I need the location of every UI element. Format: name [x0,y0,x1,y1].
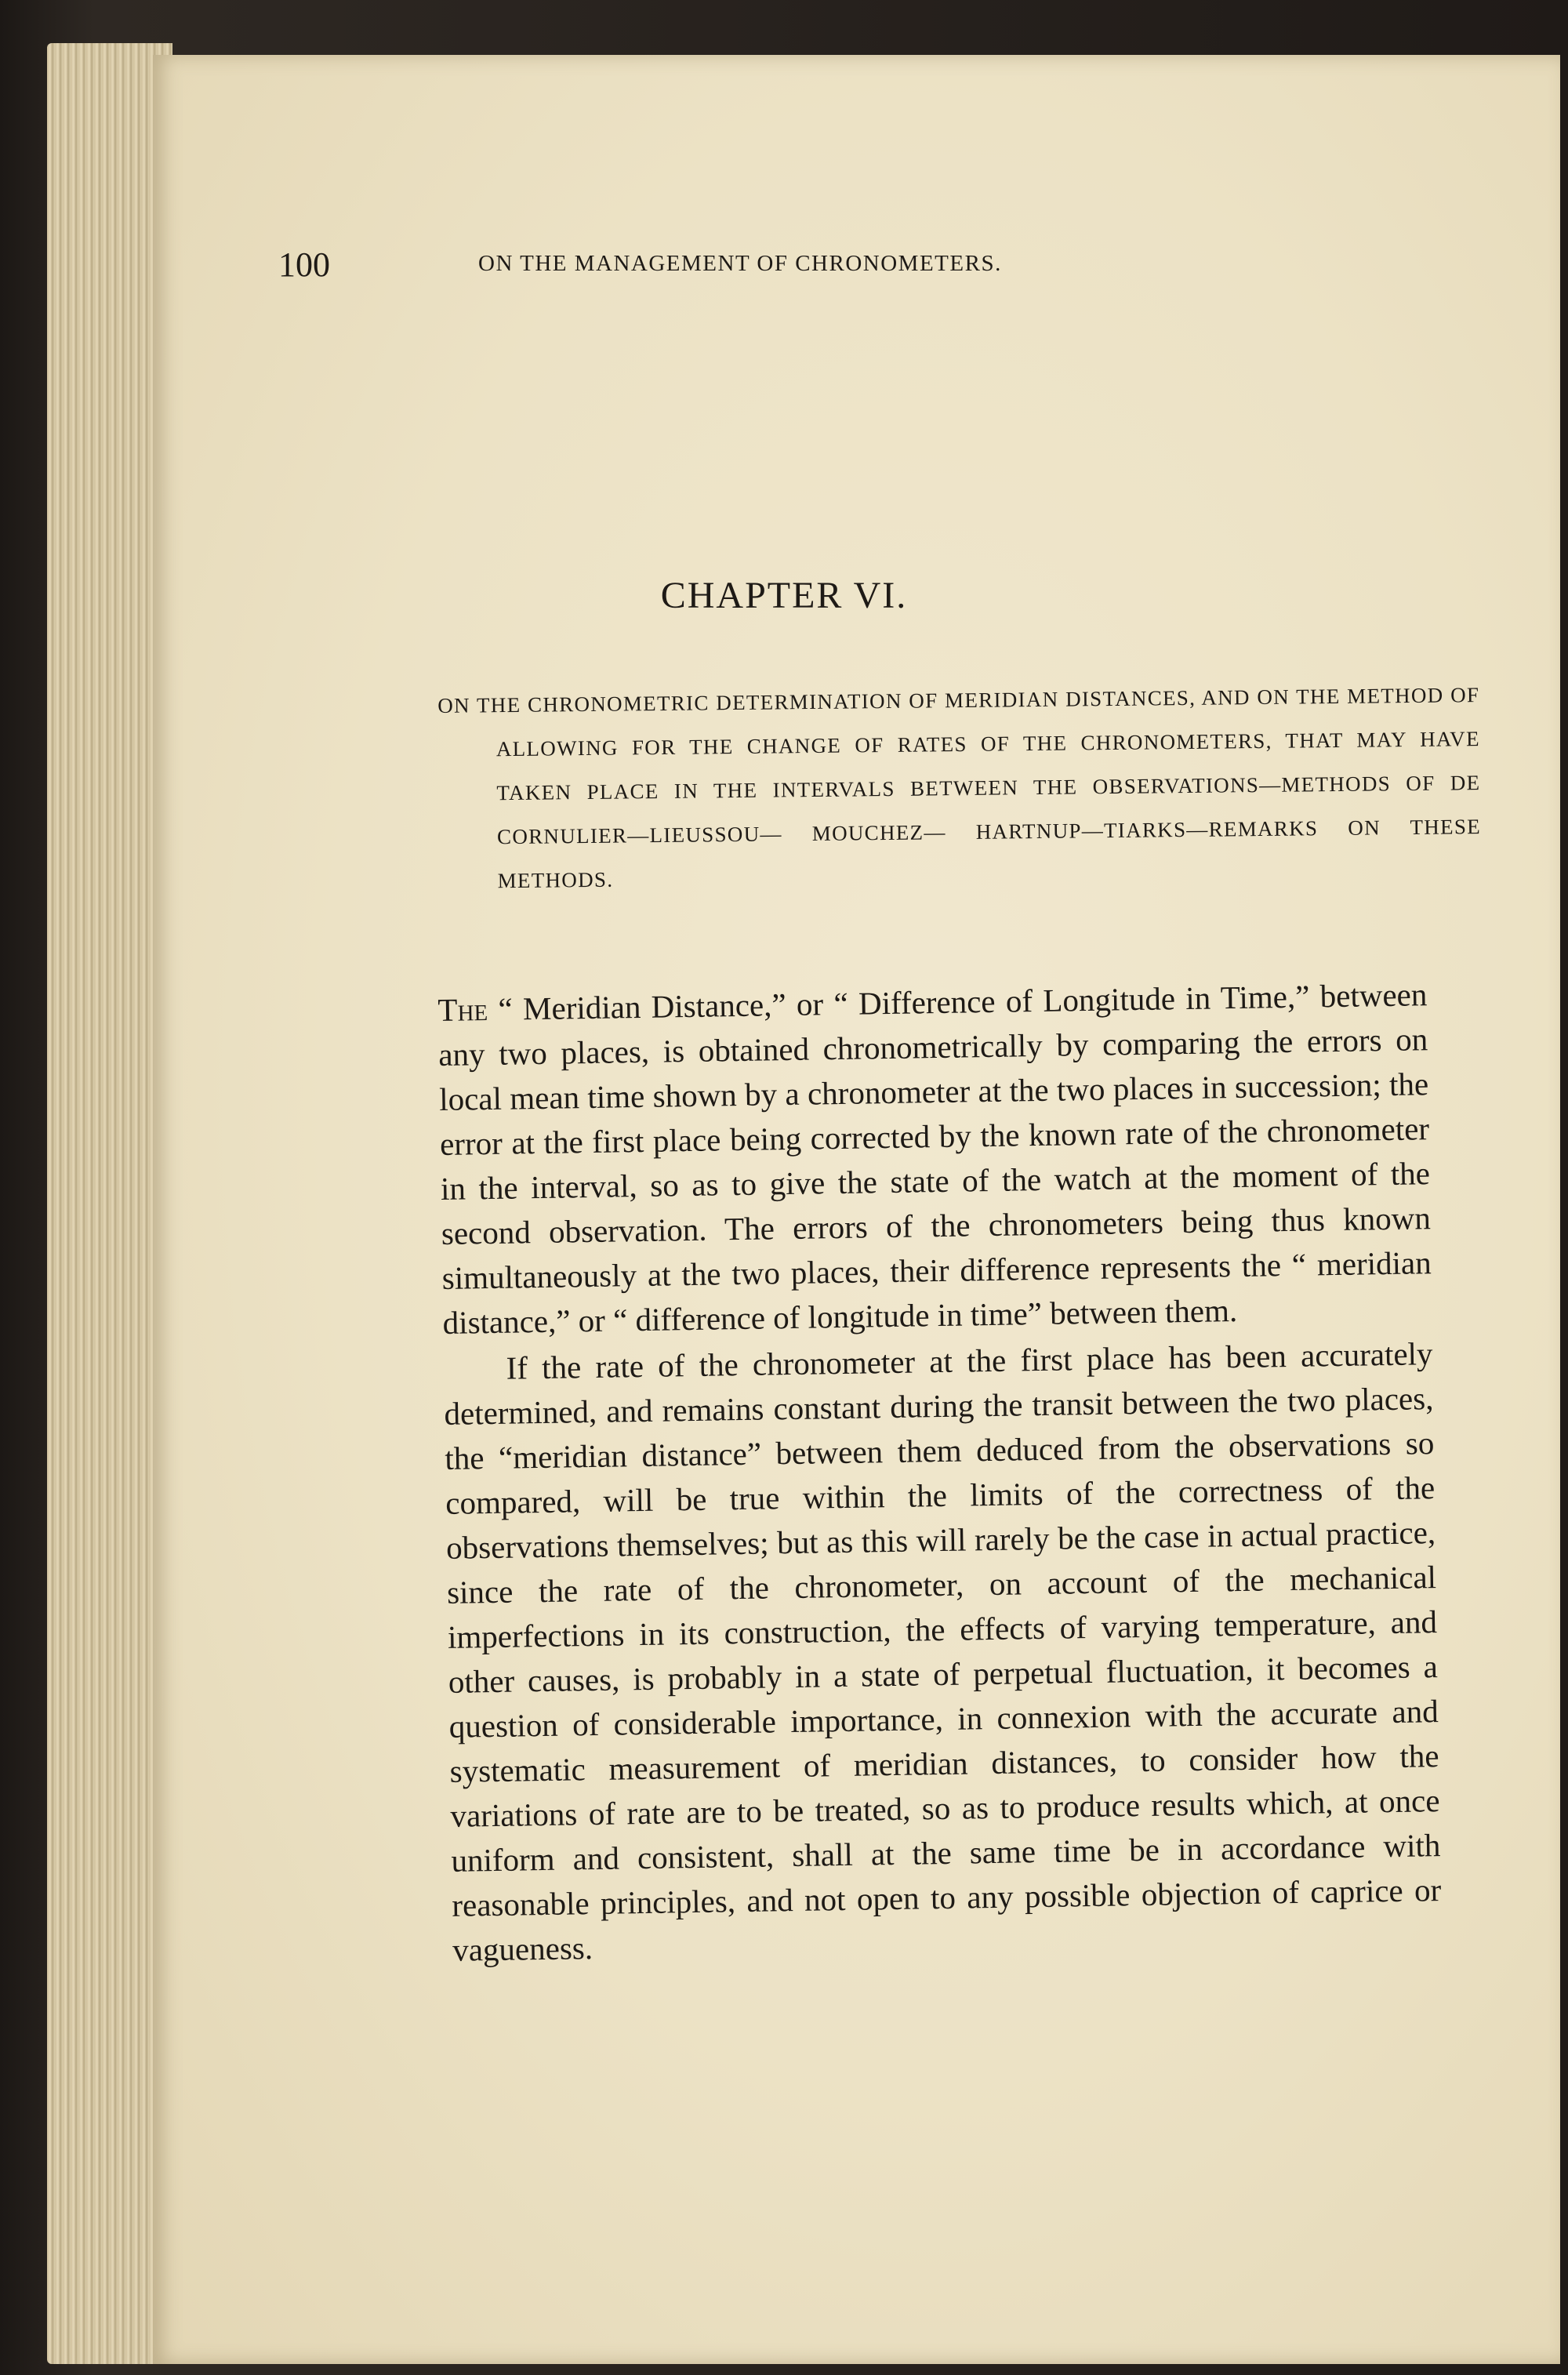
body-text [437,972,1443,1973]
running-head: ON THE MANAGEMENT OF CHRONOMETERS. [478,251,1002,276]
paragraph-1-text: “ Meridian Distance,” or “ Difference of Longitude in Time,” between any two places, is obtained chronometrically by comparing the errors on local mean time shown by a chronometer at the two places in succession; the error at the first place being corrected by the known rate of the chronometer in the interval, so as to give the state of the watch at the moment of the second observation. The errors of the chronometers being thus known simultaneously at the two places, their difference represents the “ meridian distance,” or “ difference of longitude in time” between them. [437,976,1432,1341]
paragraph-1-lead: The [437,990,488,1028]
page-number: 100 [278,245,330,284]
chapter-synopsis: ON THE CHRONOMETRIC DETERMINATION OF MERIDIAN DISTANCES, AND ON THE METHOD OF ALLOWING FOR THE CHANGE OF RATES OF THE CHRONOMETERS, THAT MAY HAVE TAKEN PLACE IN THE INTERVALS BETWEEN THE OBSERVATIONS—METHODS OF DE CORNULIER—LIEUSSOU— MOUCHEZ— HARTNUP—TIARKS—REMARKS ON THESE METHODS. [437,683,1482,893]
paragraph-2: If the rate of the chronometer at the first place has been accurately determined, and remains constant during the transit between the two places, the “meridian distance” between them deduced from the observations so compared, will be true within the limits of the correctness of the observations themselves; but as this will rarely be the case in actual practice, since the rate of the chronometer, on account of the mechanical imperfections in its construction, the effects of varying temperature, and other causes, is probably in a state of perpetual fluctuation, it becomes a question of considerable importance, in connexion with the accurate and systematic measurement of meridian distances, to consider how the variations of rate are to be treated, so as to produce results which, at once uniform and consistent, shall at the same time be in accordance with reasonable principles, and not open to any possible objection of caprice or vagueness. [444,1335,1442,1968]
chapter-title: CHAPTER VI. [660,575,908,616]
page-header [278,245,1298,292]
paragraph-1 [437,972,1432,1345]
